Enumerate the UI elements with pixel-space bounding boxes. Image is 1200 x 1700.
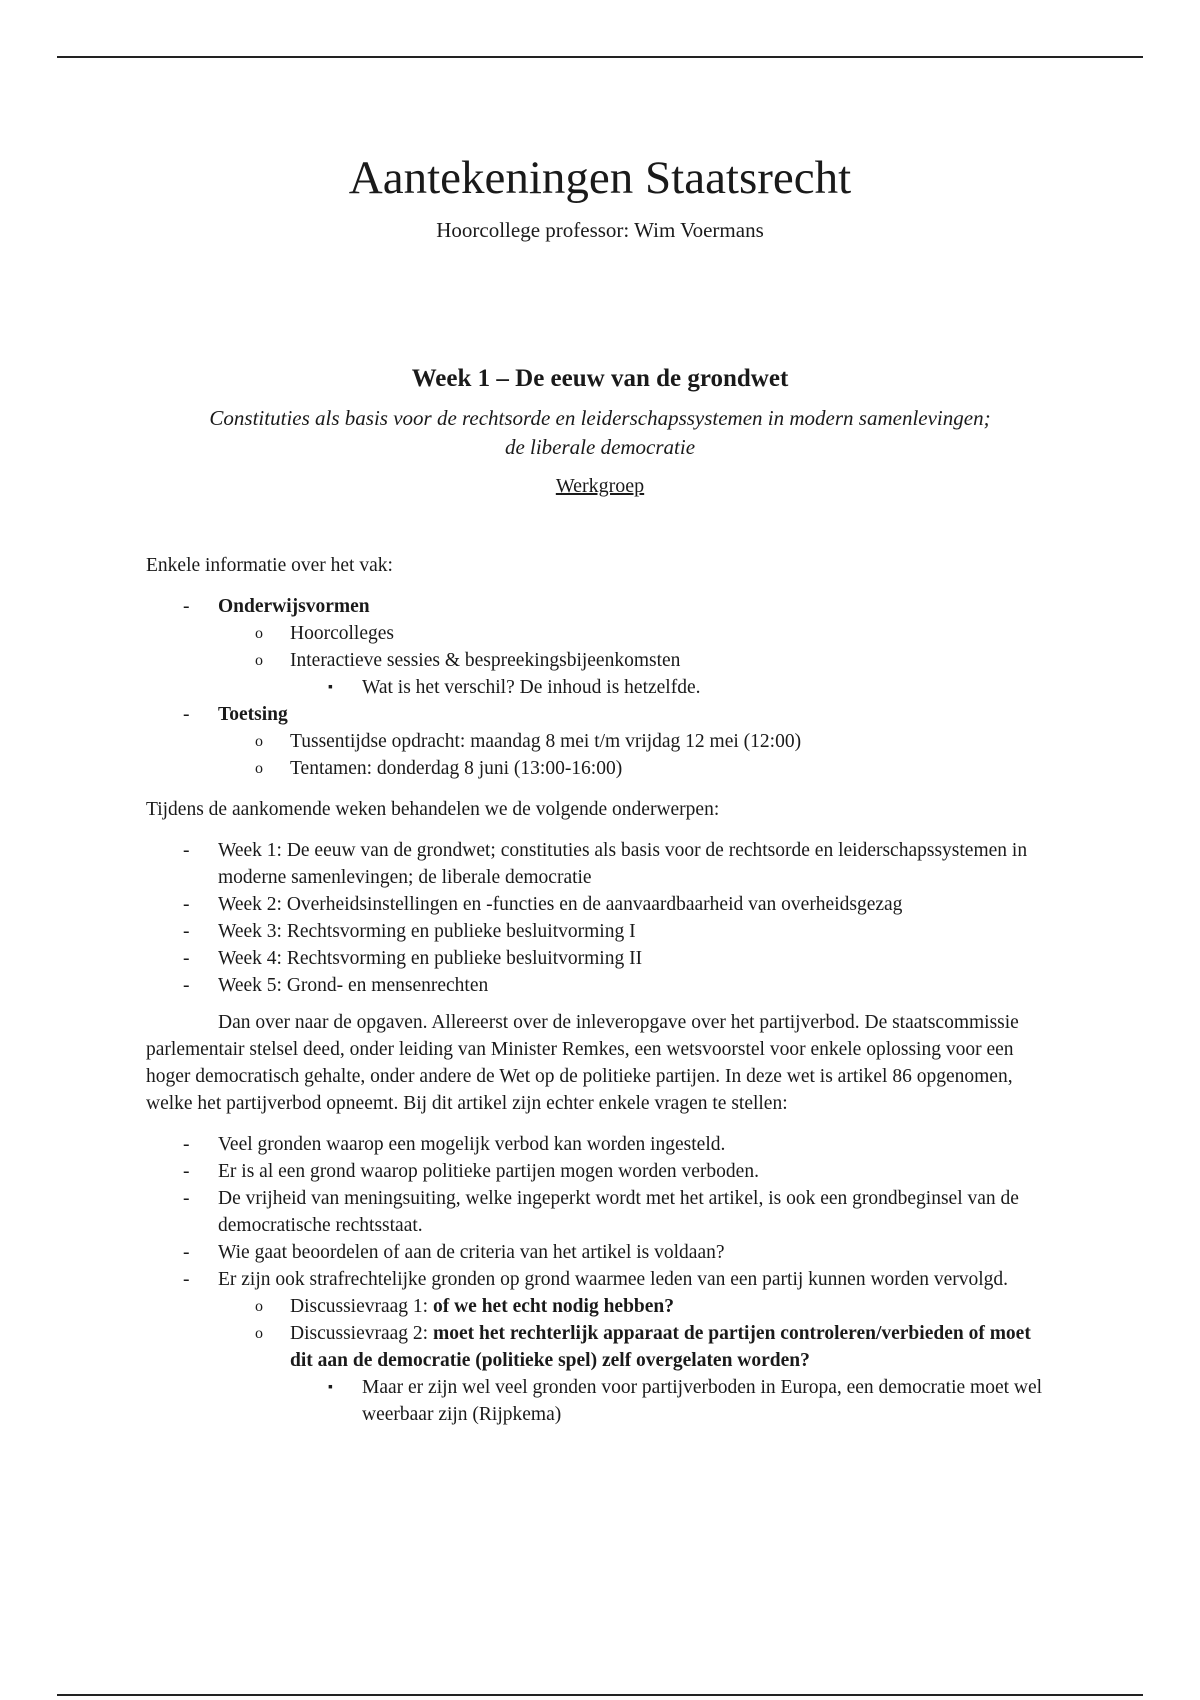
topics-intro: Tijdens de aankomende weken behandelen we de volgende onderwerpen: xyxy=(146,799,720,820)
list-item-text: Tussentijdse opdracht: maandag 8 mei t/m vrijdag 12 mei (12:00) xyxy=(290,731,802,752)
sub-list xyxy=(255,620,1054,701)
discussion-list xyxy=(255,1293,1054,1428)
week-tagline-line1: Constituties als basis voor de rechtsorde en leiderschapssystemen in modern samenlevingen; xyxy=(209,406,991,430)
dash-bullet: - xyxy=(183,1269,190,1290)
list-item-text: Er is al een grond waarop politieke partijen mogen worden verboden. xyxy=(218,1161,759,1182)
week-tagline xyxy=(146,404,1054,462)
list-item xyxy=(218,728,1054,755)
dash-bullet: - xyxy=(183,894,190,915)
list-item xyxy=(146,1158,1054,1185)
list-item xyxy=(146,593,1054,701)
list-item-text: Tentamen: donderdag 8 juni (13:00-16:00) xyxy=(290,758,623,779)
circle-bullet: o xyxy=(255,1298,263,1315)
remark-list xyxy=(290,1374,1054,1428)
list-item-text: Week 5: Grond- en mensenrechten xyxy=(218,975,489,996)
topics-list xyxy=(146,837,1054,999)
dash-bullet: - xyxy=(183,948,190,969)
dash-bullet: - xyxy=(183,921,190,942)
list-item xyxy=(290,1374,1054,1428)
questions-list xyxy=(146,1131,1054,1428)
list-item xyxy=(146,891,1054,918)
list-item xyxy=(146,1266,1054,1428)
list-item-text: Er zijn ook strafrechtelijke gronden op grond waarmee leden van een partij kunnen worden vervolgd. xyxy=(218,1269,1009,1290)
square-bullet: ▪ xyxy=(328,1380,333,1395)
document-subtitle: Hoorcollege professor: Wim Voermans xyxy=(436,218,764,242)
course-info-list xyxy=(146,593,1054,782)
list-item xyxy=(146,918,1054,945)
circle-bullet: o xyxy=(255,1325,263,1342)
document-page xyxy=(146,150,1054,1428)
top-rule xyxy=(57,56,1143,58)
document-title: Aantekeningen Staatsrecht xyxy=(348,152,852,204)
bottom-rule xyxy=(57,1694,1143,1696)
sub-list xyxy=(255,728,1054,782)
dash-bullet: - xyxy=(183,1242,190,1263)
list-item-text: Maar er zijn wel veel gronden voor partijverboden in Europa, een democratie moet wel weerbaar zijn (Rijpkema) xyxy=(362,1377,1043,1425)
list-item-text: Wie gaat beoordelen of aan de criteria van het artikel is voldaan? xyxy=(218,1242,725,1263)
list-item xyxy=(290,674,1054,701)
dash-bullet: - xyxy=(183,975,190,996)
list-item xyxy=(146,1131,1054,1158)
dash-bullet: - xyxy=(183,1134,190,1155)
dash-bullet: - xyxy=(183,596,190,617)
list-item-text: Week 1: De eeuw van de grondwet; constituties als basis voor de rechtsorde en leiderschapssystemen in moderne samenlevingen; de liberale democratie xyxy=(218,840,1028,888)
circle-bullet: o xyxy=(255,652,263,669)
square-bullet: ▪ xyxy=(328,680,333,695)
sub-sub-list xyxy=(290,674,1054,701)
course-info-intro: Enkele informatie over het vak: xyxy=(146,555,393,576)
list-item xyxy=(146,837,1054,891)
dash-bullet: - xyxy=(183,1161,190,1182)
list-item-text: Hoorcolleges xyxy=(290,623,394,644)
list-item-text: Interactieve sessies & bespreekingsbijeenkomsten xyxy=(290,650,681,671)
week-heading: Week 1 – De eeuw van de grondwet xyxy=(411,365,789,392)
list-item-text: Week 2: Overheidsinstellingen en -functies en de aanvaardbaarheid van overheidsgezag xyxy=(218,894,903,915)
dash-bullet: - xyxy=(183,840,190,861)
list-item xyxy=(218,620,1054,647)
list-item xyxy=(146,945,1054,972)
list-item-text: Week 4: Rechtsvorming en publieke besluitvorming II xyxy=(218,948,643,969)
list-item xyxy=(218,755,1054,782)
list-item-text: Week 3: Rechtsvorming en publieke besluitvorming I xyxy=(218,921,636,942)
group-label: Toetsing xyxy=(218,704,288,725)
list-item xyxy=(146,1239,1054,1266)
list-item xyxy=(218,1293,1054,1320)
discussion-prefix: Discussievraag 2: xyxy=(290,1323,433,1344)
circle-bullet: o xyxy=(255,733,263,750)
discussion-question: moet het rechterlijk apparaat de partijen controleren/verbieden of moet dit aan de democratie (politieke spel) zelf overgelaten worden? xyxy=(290,1323,1031,1371)
dash-bullet: - xyxy=(183,704,190,725)
discussion-question: of we het echt nodig hebben? xyxy=(432,1296,675,1317)
list-item xyxy=(146,1185,1054,1239)
list-item xyxy=(218,647,1054,701)
assignment-paragraph: Dan over naar de opgaven. Allereerst over de inleveropgave over het partijverbod. De staatscommissie parlementair stelsel deed, onder leiding van Minister Remkes, een wetsvoorstel voor enkele oplossing voor een hoger democratisch gehalte, onder andere de Wet op de politieke partijen. In deze wet is artikel 86 opgenomen, welke het partijverbod opneemt. Bij dit artikel zijn echter enkele vragen te stellen: xyxy=(146,1012,1019,1114)
circle-bullet: o xyxy=(255,760,263,777)
circle-bullet: o xyxy=(255,625,263,642)
list-item xyxy=(146,701,1054,782)
list-item-text: Veel gronden waarop een mogelijk verbod kan worden ingesteld. xyxy=(218,1134,726,1155)
list-item xyxy=(218,1320,1054,1428)
group-label: Onderwijsvormen xyxy=(218,596,370,617)
dash-bullet: - xyxy=(183,1188,190,1209)
week-tagline-line2: de liberale democratie xyxy=(504,435,696,459)
list-item-text: De vrijheid van meningsuiting, welke ingeperkt wordt met het artikel, is ook een grondbeginsel van de democratische rechtsstaat. xyxy=(218,1188,1019,1236)
list-item xyxy=(146,972,1054,999)
list-item-text: Wat is het verschil? De inhoud is hetzelfde. xyxy=(362,677,701,698)
section-label-werkgroep: Werkgroep xyxy=(555,475,645,497)
discussion-prefix: Discussievraag 1: xyxy=(290,1296,433,1317)
